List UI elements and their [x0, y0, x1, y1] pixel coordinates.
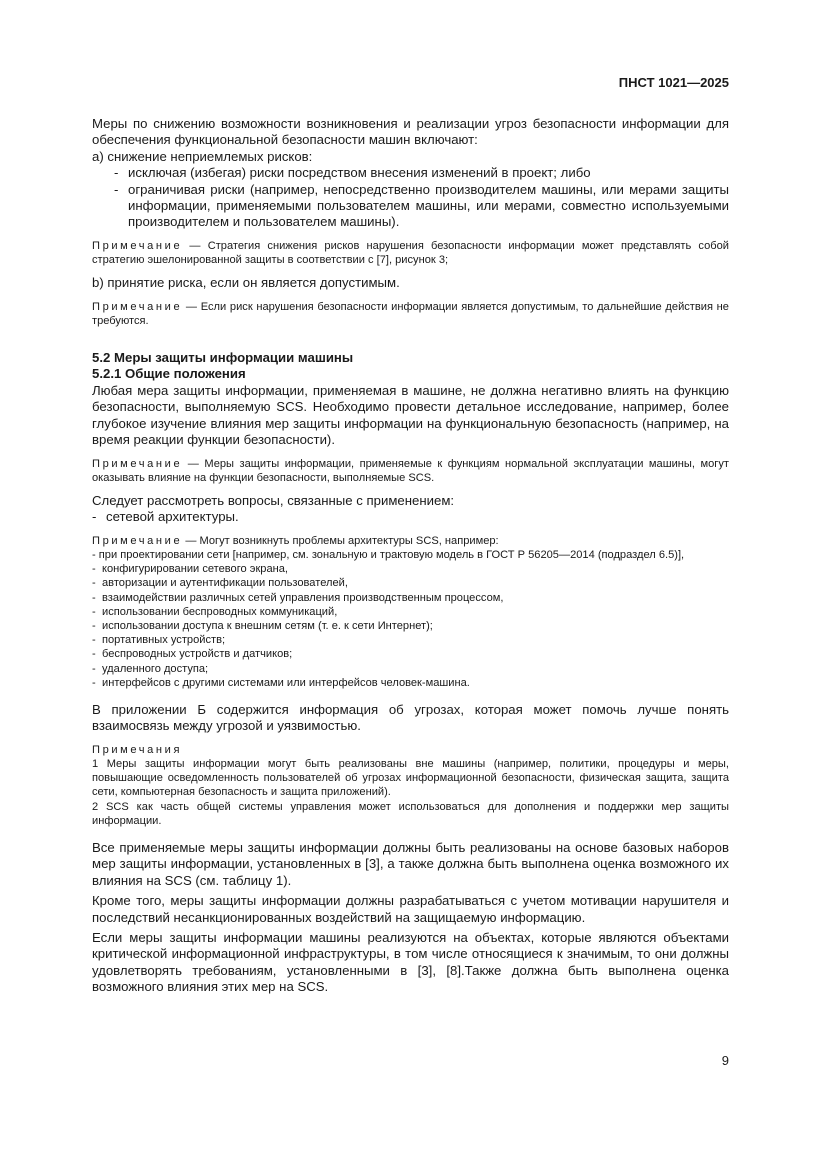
bullet-text: беспроводных устройств и датчиков; [102, 648, 293, 661]
bullet-dash: - [92, 634, 96, 647]
bullet-dash: - [92, 563, 96, 576]
note-label: Примечание [92, 534, 183, 547]
notes-label-text: Примечания [92, 743, 183, 756]
note-item: 1 Меры защиты информации могут быть реализованы вне машины (например, политики, процедуры и меры, повышающие осведомленность пользователей об угрозах информационной безопасности, физическая защита, защита сети, компьютерная безопасность и защита приложений). [92, 757, 729, 799]
list-item [92, 662, 729, 676]
bullet-text: конфигурировании сетевого экрана, [102, 563, 289, 576]
note-text: Если риск нарушения безопасности информации является допустимым, то дальнейшие действия не требуются. [92, 300, 729, 327]
bullet-dash: - [92, 509, 97, 525]
bullet-text: при проектировании сети [например, см. зональную и трактовую модель в ГОСТ Р 56205—2014 (подраздел 6.5)], [98, 548, 685, 561]
list-item [92, 562, 729, 576]
bullet-dash: - [92, 648, 96, 661]
bullet-text: использовании беспроводных коммуникаций, [102, 605, 338, 618]
bullet-text: взаимодействии различных сетей управления производственным процессом, [102, 591, 504, 604]
paragraph: Меры по снижению возможности возникновения и реализации угроз безопасности информации для обеспечения функциональной безопасности машин включают: [92, 116, 729, 148]
note [92, 300, 729, 328]
list-item [92, 576, 729, 590]
bullet-dash: - [92, 676, 96, 689]
bullet-text: исключая (избегая) риски посредством внесения изменений в проект; либо [128, 165, 591, 181]
list-item [92, 605, 729, 619]
bullet-dash: - [114, 165, 119, 181]
note-dash: — [185, 300, 198, 313]
bullet-dash: - [114, 181, 119, 197]
page-content [92, 116, 729, 996]
bullet-dash: - [92, 577, 96, 590]
note-bullet-list [92, 562, 729, 690]
list-item-a: а) снижение неприемлемых рисков: [92, 148, 313, 164]
bullet-text: портативных устройств; [102, 634, 226, 647]
paragraph: Следует рассмотреть вопросы, связанные с применением: [92, 492, 455, 508]
note-dash: — [187, 457, 199, 470]
list-item [114, 165, 729, 181]
list-item-b: b) принятие риска, если он является допустимым. [92, 275, 400, 291]
list-item [114, 182, 729, 231]
document-id: ПНСТ 1021—2025 [618, 75, 729, 90]
note-dash: — [185, 534, 197, 547]
bullet-dash: - [92, 605, 96, 618]
bullet-text: использовании доступа к внешним сетям (т. е. к сети Интернет); [102, 619, 433, 632]
note-label: Примечание [92, 457, 183, 470]
list-item [92, 509, 729, 525]
note-item: 2 SCS как часть общей системы управления может использоваться для дополнения и поддержки мер защиты информации. [92, 800, 729, 827]
bullet-list-a [92, 165, 729, 231]
list-item [92, 676, 729, 690]
note [92, 239, 729, 267]
bullet-text: ограничивая риски (например, непосредственно производителем машины, или мерами защиты информации, применяемыми пользователем машины, или мерами, совместно используемыми производителем и пользователем машины). [128, 181, 729, 230]
note [92, 534, 729, 548]
list-item [92, 633, 729, 647]
bullet-text: сетевой архитектуры. [106, 509, 239, 525]
note-label: Примечание [92, 239, 183, 252]
note-text: Могут возникнуть проблемы архитектуры SCS, например: [199, 534, 499, 547]
note [92, 457, 729, 485]
bullet-text: интерфейсов с другими системами или интерфейсов человек-машина. [102, 676, 470, 689]
list-item [92, 647, 729, 661]
bullet-dash: - [92, 591, 96, 604]
list-item [92, 619, 729, 633]
note-dash: — [189, 239, 201, 252]
note-label: Примечание [92, 300, 183, 313]
note-text: Стратегия снижения рисков нарушения безопасности информации может представлять собой стратегию эшелонированной защиты в соответствии с [7], рисунок 3; [92, 239, 729, 267]
note-text: Меры защиты информации, применяемые к функциям нормальной эксплуатации машины, могут оказывать влияние на функции безопасности, выполняемые SCS. [92, 457, 729, 484]
bullet-dash: - [92, 548, 96, 561]
paragraph: Все применяемые меры защиты информации должны быть реализованы на основе базовых наборов мер защиты информации, установленных в [3], а также должна быть выполнена оценка возможного их влияния на SCS (см. таблицу 1). [92, 839, 729, 888]
notes-label [92, 743, 729, 757]
list-item [92, 591, 729, 605]
paragraph: Любая мера защиты информации, применяемая в машине, не должна негативно влиять на функцию безопасности, выполняемую SCS. Необходимо провести детальное исследование, например, более глубокое изучение влияния мер защиты информации на функциональную безопасность (например, на время реакции функции безопасности). [92, 382, 729, 448]
paragraph: В приложении Б содержится информация об угрозах, которая может помочь лучше понять взаимосвязь между угрозой и уязвимостью. [92, 701, 729, 734]
bullet-text: удаленного доступа; [102, 662, 209, 675]
bullet-text: авторизации и аутентификации пользователей, [102, 577, 348, 590]
paragraph: Если меры защиты информации машины реализуются на объектах, которые являются объектами критической информационной инфраструктуры, в том числе относящиеся к значимым, то они должны удовлетворять требованиям, установленными в [3], [8].Также должна быть выполнена оценка возможного влияния этих мер на SCS. [92, 930, 729, 995]
paragraph: Кроме того, меры защиты информации должны разрабатываться с учетом мотивации нарушителя и последствий несанкционированных воздействий на защищаемую информацию. [92, 893, 729, 925]
subsection-heading: 5.2.1 Общие положения [92, 366, 246, 382]
note-list-item [92, 548, 729, 562]
section-heading: 5.2 Меры защиты информации машины [92, 350, 354, 366]
bullet-dash: - [92, 619, 96, 632]
bullet-dash: - [92, 662, 96, 675]
page-number: 9 [721, 1053, 729, 1068]
